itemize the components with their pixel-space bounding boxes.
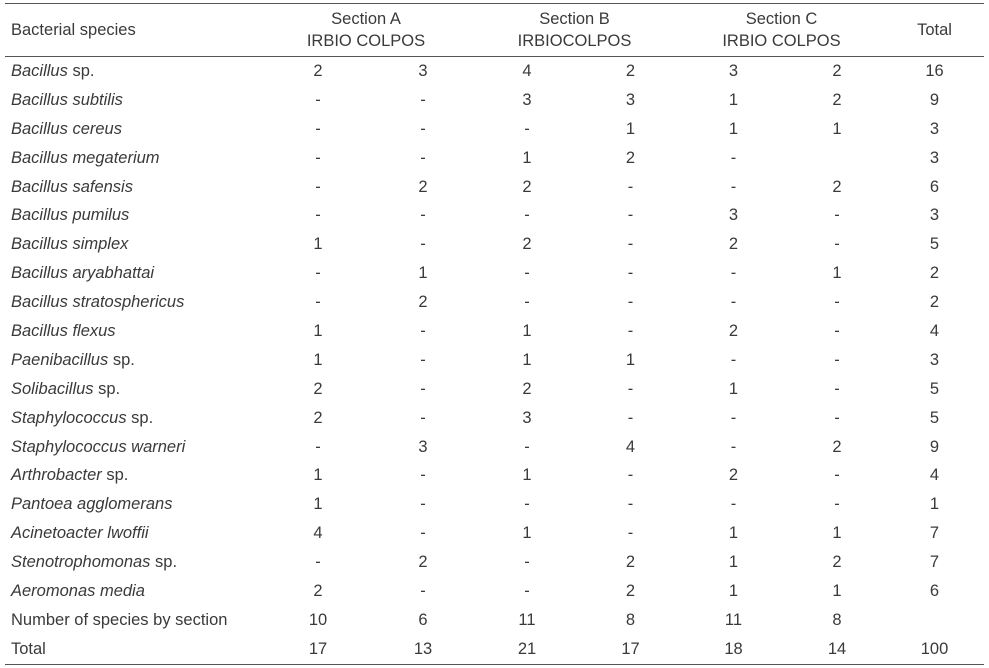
- section-c-colpos-cell: -: [834, 235, 840, 254]
- species-name-italic: Aeromonas media: [11, 581, 145, 600]
- species-name-cell: [5, 115, 261, 144]
- section-c-irbio-cell: 2: [728, 466, 739, 485]
- section-b-irbio-cell: 1: [522, 466, 532, 485]
- section-b-irbio-cell: 2: [522, 379, 532, 398]
- section-b-colpos-cell: -: [627, 524, 634, 543]
- table-row: [5, 404, 984, 433]
- section-b-colpos-cell: 17: [583, 635, 678, 664]
- species-name-plain: sp.: [126, 408, 154, 427]
- section-a-irbio-cell: -: [315, 293, 321, 312]
- species-name-plain: sp.: [93, 379, 121, 398]
- section-c-colpos-cell: 1: [832, 264, 842, 283]
- table-row: [5, 433, 984, 462]
- section-a-colpos-cell: -: [420, 466, 426, 485]
- section-a-header: [261, 4, 471, 57]
- section-c-colpos-cell: -: [834, 408, 840, 427]
- section-b-colpos-cell: 1: [625, 350, 636, 369]
- section-a-colpos-cell: -: [420, 206, 426, 225]
- species-name-plain: sp.: [108, 350, 135, 369]
- section-c-irbio-cell: 1: [728, 379, 739, 398]
- table-row: [5, 201, 984, 230]
- section-a-irbio-cell: 2: [313, 61, 323, 80]
- species-name-cell: [5, 433, 261, 462]
- section-b-colpos-cell: 2: [625, 148, 636, 167]
- section-a-irbio-cell: -: [315, 437, 321, 456]
- table-row: [5, 375, 984, 404]
- section-c-colpos-cell: 1: [832, 524, 842, 543]
- section-b-colpos-cell: -: [627, 379, 634, 398]
- section-b-irbio-cell: 1: [522, 321, 532, 340]
- section-a-irbio-cell: 4: [313, 524, 323, 543]
- section-b-irbio-cell: -: [524, 495, 530, 514]
- total-cell: 5: [929, 235, 940, 254]
- species-name-cell: [5, 635, 261, 664]
- species-table-container: [5, 3, 984, 665]
- table-row: [5, 317, 984, 346]
- section-a-subheaders: [261, 30, 471, 52]
- section-b-colpos-cell: -: [627, 264, 634, 283]
- section-a-colpos-cell: -: [420, 350, 426, 369]
- species-name-cell: [5, 57, 261, 86]
- section-b-colpos-cell: 4: [625, 437, 636, 456]
- section-a-irbio-cell: 1: [313, 495, 323, 514]
- total-cell: 3: [929, 119, 940, 138]
- species-name-plain: Total: [11, 639, 46, 658]
- section-c-colpos-cell: 1: [832, 119, 842, 138]
- section-b-subheaders: [471, 30, 678, 52]
- section-a-irbio-cell: 1: [313, 350, 323, 369]
- section-c-irbio-cell: -: [730, 293, 737, 312]
- section-c-irbio-cell: 2: [728, 235, 739, 254]
- section-a-colpos-cell: 3: [418, 437, 428, 456]
- species-name-cell: [5, 201, 261, 230]
- table-row: [5, 577, 984, 606]
- table-row: [5, 173, 984, 202]
- section-a-irbio-cell: 1: [313, 466, 323, 485]
- total-cell: 9: [929, 90, 940, 109]
- section-b-colpos-cell: -: [627, 177, 634, 196]
- section-c-colpos-cell: 8: [832, 610, 842, 629]
- total-cell: 3: [929, 350, 940, 369]
- section-c-colpos-label: COLPOS: [771, 32, 841, 50]
- section-b-colpos-cell: 3: [625, 90, 636, 109]
- table-row: [5, 230, 984, 259]
- species-name-cell: [5, 346, 261, 375]
- table-row: [5, 144, 984, 173]
- species-name-italic: Stenotrophomonas: [11, 553, 151, 572]
- section-a-colpos-label: COLPOS: [356, 32, 426, 50]
- section-c-colpos-cell: 2: [832, 177, 842, 196]
- total-cell: 9: [929, 437, 940, 456]
- section-a-colpos-cell: -: [420, 524, 426, 543]
- section-c-colpos-cell: -: [834, 293, 840, 312]
- species-column-header: Bacterial species: [5, 4, 261, 57]
- table-row: [5, 259, 984, 288]
- section-b-irbio-cell: 1: [522, 524, 532, 543]
- section-c-colpos-cell: [789, 144, 885, 173]
- section-a-colpos-cell: -: [420, 495, 426, 514]
- section-b-irbio-cell: 2: [522, 235, 532, 254]
- section-b-colpos-cell: 1: [625, 119, 636, 138]
- species-name-cell: [5, 259, 261, 288]
- section-c-irbio-cell: -: [730, 350, 737, 369]
- section-b-colpos-cell: -: [627, 466, 634, 485]
- species-name-cell: [5, 404, 261, 433]
- section-c-irbio-cell: -: [730, 437, 737, 456]
- species-name-italic: Bacillus subtilis: [11, 90, 123, 109]
- species-name-italic: Staphylococcus warneri: [11, 437, 186, 456]
- section-b-irbio-cell: 21: [471, 635, 583, 664]
- table-body: [5, 57, 984, 665]
- section-c-colpos-cell: -: [834, 350, 840, 369]
- section-b-colpos-cell: -: [627, 235, 634, 254]
- species-name-italic: Bacillus simplex: [11, 235, 129, 254]
- section-a-colpos-cell: -: [420, 148, 426, 167]
- section-c-colpos-cell: 2: [832, 437, 842, 456]
- section-b-colpos-cell: -: [627, 321, 634, 340]
- section-b-irbio-cell: 1: [522, 148, 532, 167]
- section-b-colpos-cell: -: [627, 206, 634, 225]
- section-b-irbio-cell: 1: [522, 350, 532, 369]
- section-a-irbio-cell: -: [315, 264, 321, 283]
- section-b-colpos-cell: -: [627, 495, 634, 514]
- species-name-cell: [5, 230, 261, 259]
- total-cell: 5: [929, 408, 940, 427]
- total-cell: 7: [929, 524, 940, 543]
- section-b-irbio-cell: -: [524, 206, 530, 225]
- section-c-irbio-cell: 2: [728, 321, 739, 340]
- section-c-irbio-label: IRBIO: [722, 32, 768, 50]
- section-c-irbio-cell: 11: [724, 610, 743, 629]
- species-name-plain: sp.: [150, 553, 178, 572]
- section-a-irbio-cell: 1: [313, 235, 323, 254]
- total-column-header: Total: [885, 4, 984, 57]
- section-a-irbio-cell: -: [315, 148, 321, 167]
- total-cell: [885, 606, 984, 635]
- species-name-cell: [5, 548, 261, 577]
- species-name-italic: Acinetoacter lwoffii: [11, 524, 149, 543]
- section-c-irbio-cell: 1: [728, 553, 739, 572]
- section-b-irbio-cell: -: [524, 264, 530, 283]
- total-cell: 3: [929, 148, 940, 167]
- section-c-subheaders: [678, 30, 885, 52]
- section-b-colpos-cell: 2: [625, 553, 636, 572]
- section-b-irbio-cell: 3: [522, 408, 532, 427]
- section-c-colpos-cell: 14: [789, 635, 885, 664]
- section-b-irbio-cell: 11: [518, 610, 536, 629]
- section-a-colpos-cell: 1: [418, 264, 428, 283]
- table-row: [5, 519, 984, 548]
- species-name-italic: Bacillus safensis: [11, 177, 133, 196]
- section-b-irbio-cell: 3: [522, 90, 532, 109]
- section-a-colpos-cell: 2: [418, 293, 428, 312]
- species-name-italic: Arthrobacter: [11, 466, 102, 485]
- section-a-colpos-cell: -: [420, 581, 426, 600]
- section-b-irbio-cell: 4: [522, 61, 532, 80]
- header-row: [5, 4, 984, 57]
- section-c-colpos-cell: 2: [832, 553, 842, 572]
- section-a-colpos-cell: 2: [418, 553, 428, 572]
- section-b-colpos-cell: -: [627, 408, 634, 427]
- section-a-colpos-cell: -: [420, 321, 426, 340]
- section-c-irbio-cell: -: [730, 264, 737, 283]
- section-a-irbio-cell: -: [315, 177, 321, 196]
- section-a-colpos-cell: -: [420, 90, 426, 109]
- table-header: [5, 4, 984, 57]
- species-name-italic: Bacillus cereus: [11, 119, 122, 138]
- species-name-cell: [5, 606, 261, 635]
- section-b-header: [471, 4, 678, 57]
- table-row: [5, 490, 984, 519]
- total-cell: 6: [929, 581, 940, 600]
- section-a-irbio-cell: 2: [313, 408, 323, 427]
- section-c-colpos-cell: 1: [832, 581, 842, 600]
- section-b-irbio-cell: -: [524, 437, 530, 456]
- total-cell: 6: [929, 177, 940, 196]
- section-a-colpos-cell: -: [420, 119, 426, 138]
- species-name-cell: [5, 519, 261, 548]
- table-row: [5, 288, 984, 317]
- section-b-colpos-cell: -: [627, 293, 634, 312]
- section-c-colpos-cell: -: [834, 379, 840, 398]
- species-name-italic: Bacillus flexus: [11, 321, 116, 340]
- section-c-colpos-cell: 2: [832, 90, 842, 109]
- section-a-irbio-cell: 17: [261, 635, 375, 664]
- section-c-irbio-cell: -: [730, 495, 737, 514]
- total-cell: 5: [929, 379, 940, 398]
- section-a-colpos-cell: 13: [375, 635, 471, 664]
- section-c-irbio-cell: -: [730, 177, 737, 196]
- table-row: [5, 346, 984, 375]
- section-b-colpos-cell: 2: [625, 581, 636, 600]
- section-b-irbio-label: IRBIO: [517, 32, 563, 50]
- species-name-cell: [5, 375, 261, 404]
- total-cell: 16: [925, 61, 944, 80]
- section-c-irbio-cell: 1: [728, 119, 739, 138]
- section-b-irbio-cell: -: [524, 581, 530, 600]
- table-row: [5, 606, 984, 635]
- species-name-italic: Pantoea agglomerans: [11, 495, 173, 514]
- section-a-colpos-cell: -: [420, 235, 426, 254]
- section-c-irbio-cell: 18: [678, 635, 789, 664]
- species-name-italic: Staphylococcus: [11, 408, 127, 427]
- table-row: [5, 57, 984, 86]
- section-c-irbio-cell: 3: [728, 206, 739, 225]
- section-b-colpos-label: COLPOS: [562, 32, 632, 50]
- bacterial-species-table: [5, 3, 984, 665]
- species-name-italic: Bacillus: [11, 61, 68, 80]
- section-a-irbio-cell: 1: [313, 321, 323, 340]
- section-c-irbio-cell: 1: [728, 581, 739, 600]
- section-a-colpos-cell: 3: [418, 61, 428, 80]
- section-b-irbio-cell: -: [524, 553, 530, 572]
- species-name-cell: [5, 317, 261, 346]
- section-c-title: Section C: [745, 10, 818, 28]
- section-b-colpos-cell: 8: [625, 610, 636, 629]
- total-cell: 2: [929, 264, 940, 283]
- section-c-header: [678, 4, 885, 57]
- section-a-irbio-cell: -: [315, 206, 321, 225]
- section-a-irbio-cell: 10: [308, 610, 328, 629]
- section-b-irbio-cell: 2: [522, 177, 532, 196]
- section-b-colpos-cell: 2: [625, 61, 636, 80]
- section-a-title: Section A: [331, 10, 401, 28]
- species-name-cell: [5, 86, 261, 115]
- section-c-irbio-cell: 1: [728, 524, 739, 543]
- total-cell: 3: [929, 206, 940, 225]
- section-a-colpos-cell: 6: [418, 610, 428, 629]
- section-b-irbio-cell: -: [524, 293, 530, 312]
- table-row: [5, 548, 984, 577]
- table-row: [5, 115, 984, 144]
- total-cell: 1: [929, 495, 940, 514]
- section-b-title: Section B: [539, 10, 610, 28]
- section-c-colpos-cell: -: [834, 495, 840, 514]
- species-name-italic: Bacillus pumilus: [11, 206, 130, 225]
- species-name-cell: [5, 288, 261, 317]
- table-row: [5, 86, 984, 115]
- species-name-italic: Paenibacillus: [11, 350, 109, 369]
- section-c-irbio-cell: 1: [728, 90, 739, 109]
- section-c-colpos-cell: 2: [832, 61, 842, 80]
- section-a-irbio-cell: -: [315, 90, 321, 109]
- section-c-colpos-cell: -: [834, 206, 840, 225]
- table-row: [5, 461, 984, 490]
- section-c-irbio-cell: 3: [728, 61, 739, 80]
- table-row: [5, 635, 984, 664]
- section-c-colpos-cell: -: [834, 466, 840, 485]
- total-cell: 2: [929, 293, 940, 312]
- section-a-irbio-cell: 2: [313, 581, 323, 600]
- total-cell: 7: [929, 553, 940, 572]
- species-name-plain: sp.: [101, 466, 129, 485]
- section-a-colpos-cell: 2: [418, 177, 428, 196]
- section-c-irbio-cell: -: [730, 408, 737, 427]
- section-a-colpos-cell: -: [420, 408, 426, 427]
- species-name-italic: Bacillus aryabhattai: [11, 264, 155, 283]
- species-name-cell: [5, 461, 261, 490]
- section-c-irbio-cell: -: [730, 148, 737, 167]
- species-name-cell: [5, 490, 261, 519]
- species-name-italic: Solibacillus: [11, 379, 94, 398]
- species-name-plain: sp.: [67, 61, 95, 80]
- species-name-cell: [5, 173, 261, 202]
- section-a-irbio-cell: -: [315, 553, 321, 572]
- section-a-irbio-cell: 2: [313, 379, 323, 398]
- total-cell: 4: [929, 321, 940, 340]
- section-b-irbio-cell: -: [524, 119, 530, 138]
- species-name-cell: [5, 577, 261, 606]
- total-cell: 100: [885, 635, 984, 664]
- species-name-cell: [5, 144, 261, 173]
- species-name-italic: Bacillus stratosphericus: [11, 293, 185, 312]
- section-a-irbio-label: IRBIO: [306, 32, 352, 50]
- total-cell: 4: [929, 466, 940, 485]
- species-name-italic: Bacillus megaterium: [11, 148, 160, 167]
- species-name-plain: Number of species by section: [11, 610, 228, 629]
- section-a-irbio-cell: -: [315, 119, 321, 138]
- section-c-colpos-cell: -: [834, 321, 840, 340]
- section-a-colpos-cell: -: [420, 379, 426, 398]
